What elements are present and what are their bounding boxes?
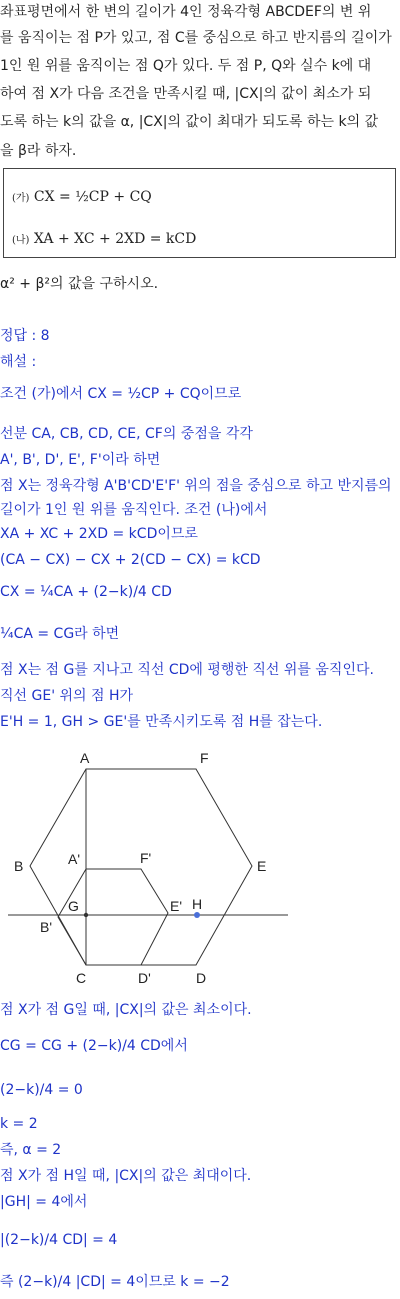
condition-a <box>12 189 152 205</box>
solution-step-11: 직선 GE' 위의 점 H가 <box>0 688 134 704</box>
solution-step-9: ¼CA = CG라 하면 <box>0 626 120 642</box>
solution-step-14: CG = CG + (2−k)/4 CD에서 <box>0 1038 188 1054</box>
condition-b-text: XA + XC + 2XD = kCD <box>33 231 197 247</box>
solution-step-19: |GH| = 4에서 <box>0 1194 88 1210</box>
label-D-prime: D' <box>138 970 151 986</box>
hexagon-inner <box>58 869 168 965</box>
answer: 정답 : 8 <box>0 328 50 344</box>
label-E-prime: E' <box>170 898 183 914</box>
conditions-box <box>3 168 396 258</box>
problem-line-6: 을 β라 하자. <box>0 143 77 159</box>
label-B: B <box>14 858 24 874</box>
solution-step-17: 즉, α = 2 <box>0 1142 62 1158</box>
condition-a-text: CX = ½CP + CQ <box>33 189 152 205</box>
condition-b-label: (나) <box>12 235 30 246</box>
solution-step-2: 선분 CA, CB, CD, CE, CF의 중점을 각각 <box>0 426 253 442</box>
label-G: G <box>68 898 79 914</box>
solution-heading: 해설 : <box>0 354 37 370</box>
solution-step-1: 조건 (가)에서 CX = ½CP + CQ이므로 <box>0 386 242 402</box>
solution-step-3: A', B', D', E', F'이라 하면 <box>0 452 161 468</box>
label-F-prime: F' <box>140 850 152 866</box>
label-H: H <box>192 896 203 912</box>
problem-line-5: 도록 하는 k의 값을 α, |CX|의 값이 최대가 되도록 하는 k의 값 <box>0 114 379 130</box>
solution-step-20: |(2−k)/4 CD| = 4 <box>0 1232 118 1248</box>
label-C: C <box>76 970 87 986</box>
solution-step-21: 즉 (2−k)/4 |CD| = 4이므로 k = −2 <box>0 1274 230 1290</box>
solution-step-10: 점 X는 점 G를 지나고 직선 CD에 평행한 직선 위를 움직인다. <box>0 662 374 678</box>
label-F: F <box>200 750 209 766</box>
solution-step-4: 점 X는 정육각형 A'B'CD'E'F' 위의 점을 중심으로 하고 반지름의 <box>0 478 392 494</box>
label-E: E <box>257 858 267 874</box>
condition-a-label: (가) <box>12 193 30 204</box>
point-H <box>194 912 200 918</box>
label-A: A <box>80 750 90 766</box>
solution-step-18: 점 X가 점 H일 때, |CX|의 값은 최대이다. <box>0 1168 252 1184</box>
problem-line-2: 를 움직이는 점 P가 있고, 점 C를 중심으로 하고 반지름의 길이가 <box>0 30 392 46</box>
solution-step-5: 길이가 1인 원 위를 움직인다. 조건 (나)에서 <box>0 502 268 518</box>
solution-step-6: XA + XC + 2XD = kCD이므로 <box>0 526 198 542</box>
condition-b <box>12 231 196 247</box>
problem-line-3: 1인 원 위를 움직이는 점 Q가 있다. 두 점 P, Q와 실수 k에 대 <box>0 58 372 74</box>
problem-line-4: 하여 점 X가 다음 조건을 만족시킬 때, |CX|의 값이 최소가 되 <box>0 86 372 102</box>
label-D: D <box>196 970 207 986</box>
solution-step-16: k = 2 <box>0 1116 38 1132</box>
solution-step-8: CX = ¼CA + (2−k)/4 CD <box>0 584 172 600</box>
point-G <box>84 913 88 917</box>
label-A-prime: A' <box>68 851 81 867</box>
solution-step-13: 점 X가 점 G일 때, |CX|의 값은 최소이다. <box>0 1002 252 1018</box>
solution-step-7: (CA − CX) − CX + 2(CD − CX) = kCD <box>0 552 261 568</box>
hexagon-diagram <box>0 745 300 990</box>
hexagon-ABCDEF <box>30 769 252 965</box>
problem-line-1: 좌표평면에서 한 변의 길이가 4인 정육각형 ABCDEF의 변 위 <box>0 4 372 20</box>
label-B-prime: B' <box>40 919 53 935</box>
solution-step-15: (2−k)/4 = 0 <box>0 1082 83 1098</box>
solution-step-12: E'H = 1, GH > GE'를 만족시키도록 점 H를 잡는다. <box>0 714 323 730</box>
question: α² + β²의 값을 구하시오. <box>0 276 159 292</box>
